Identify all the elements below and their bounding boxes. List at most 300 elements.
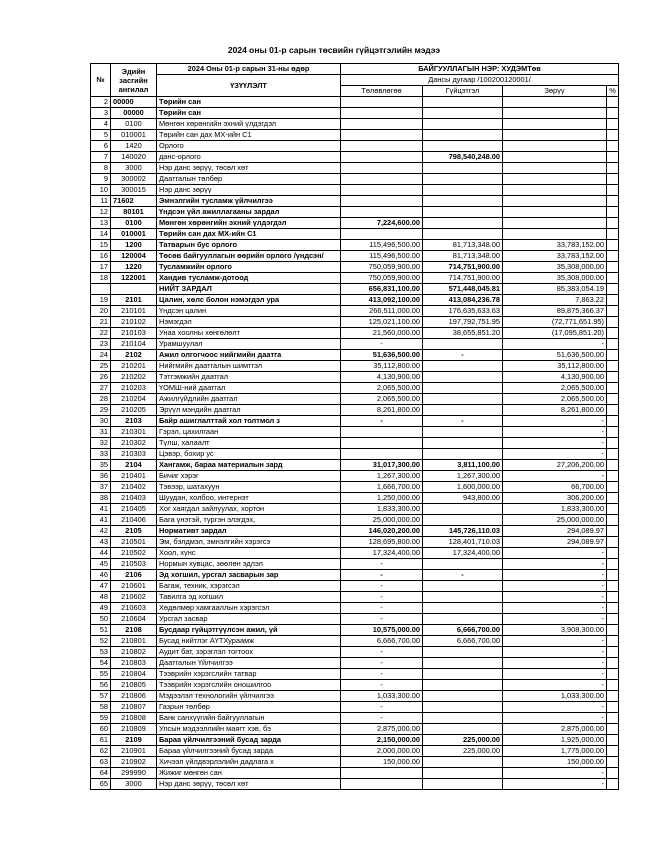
table-body <box>91 97 619 790</box>
row-plan: 1,666,700.00 <box>341 482 423 493</box>
row-actual <box>423 647 503 658</box>
table-row <box>91 196 619 207</box>
row-plan: 51,636,500.00 <box>341 350 423 361</box>
row-number: 23 <box>91 339 111 350</box>
row-pct <box>607 119 619 130</box>
row-pct <box>607 229 619 240</box>
row-actual <box>423 724 503 735</box>
table-row <box>91 449 619 460</box>
table-row <box>91 306 619 317</box>
row-code: 210601 <box>111 581 157 592</box>
row-name: Жижиг мөнгөн сан <box>157 768 341 779</box>
row-code: 210809 <box>111 724 157 735</box>
row-plan: - <box>341 702 423 713</box>
row-diff <box>503 185 607 196</box>
row-code: 2108 <box>111 625 157 636</box>
row-code: 00000 <box>111 97 157 108</box>
row-number: 16 <box>91 251 111 262</box>
row-name: Тээврийн хэрэгслийн татвар <box>157 669 341 680</box>
row-pct <box>607 163 619 174</box>
row-name: Бусдаар гүйцэтгүүлсэн ажил, үй <box>157 625 341 636</box>
row-number: 18 <box>91 273 111 284</box>
row-number: 47 <box>91 581 111 592</box>
table-row <box>91 526 619 537</box>
row-number: 63 <box>91 757 111 768</box>
row-actual: 943,800.00 <box>423 493 503 504</box>
row-actual <box>423 405 503 416</box>
row-code: 2109 <box>111 735 157 746</box>
row-actual <box>423 108 503 119</box>
row-plan: 1,250,000.00 <box>341 493 423 504</box>
row-diff: - <box>503 669 607 680</box>
row-diff <box>503 163 607 174</box>
row-actual: 176,635,633.63 <box>423 306 503 317</box>
row-diff: - <box>503 570 607 581</box>
table-row <box>91 218 619 229</box>
row-number: 44 <box>91 548 111 559</box>
row-actual: 225,000.00 <box>423 746 503 757</box>
row-name: Бага үнэтэй, түргэн элэгдэх, <box>157 515 341 526</box>
row-name: Эмнэлгийн тусламж үйлчилгээ <box>157 196 341 207</box>
row-number: 19 <box>91 295 111 306</box>
table-row <box>91 119 619 130</box>
row-diff: - <box>503 680 607 691</box>
row-plan: 2,065,500.00 <box>341 383 423 394</box>
row-plan <box>341 163 423 174</box>
row-code: 1200 <box>111 240 157 251</box>
row-plan <box>341 196 423 207</box>
table-row <box>91 460 619 471</box>
row-number: 64 <box>91 768 111 779</box>
row-plan: 35,112,800.00 <box>341 361 423 372</box>
row-actual <box>423 174 503 185</box>
row-pct <box>607 284 619 295</box>
row-diff: 51,636,500.00 <box>503 350 607 361</box>
row-name: Төрийн сан дах МХ-ийн С1 <box>157 130 341 141</box>
row-pct <box>607 581 619 592</box>
row-name: Цалин, хөлс болон нэмэгдэл ура <box>157 295 341 306</box>
table-row <box>91 273 619 284</box>
row-number: 10 <box>91 185 111 196</box>
row-actual: 714,751,900.00 <box>423 262 503 273</box>
row-actual <box>423 185 503 196</box>
row-actual <box>423 515 503 526</box>
row-plan: - <box>341 658 423 669</box>
row-name: Тэвээр, шатахуун <box>157 482 341 493</box>
table-row <box>91 625 619 636</box>
row-actual <box>423 394 503 405</box>
row-number: 17 <box>91 262 111 273</box>
row-actual: 128,401,710.03 <box>423 537 503 548</box>
row-pct <box>607 108 619 119</box>
row-actual: 6,666,700.00 <box>423 625 503 636</box>
row-number: 45 <box>91 559 111 570</box>
row-pct <box>607 273 619 284</box>
row-name: Аудит бат, зэрэглэл тогтоох <box>157 647 341 658</box>
table-row <box>91 614 619 625</box>
row-plan <box>341 779 423 790</box>
row-name: Тэтгэмжийн даатгал <box>157 372 341 383</box>
row-diff: 66,700.00 <box>503 482 607 493</box>
row-plan: 125,021,100.00 <box>341 317 423 328</box>
row-name: Тээврийн хэрэгслийн оношилгоо <box>157 680 341 691</box>
row-plan <box>341 174 423 185</box>
row-code: 210604 <box>111 614 157 625</box>
table-row <box>91 328 619 339</box>
row-code: 2106 <box>111 570 157 581</box>
row-name: Нэмэгдэл <box>157 317 341 328</box>
row-name: Үндсэн цалин <box>157 306 341 317</box>
row-actual <box>423 97 503 108</box>
table-row <box>91 548 619 559</box>
row-actual <box>423 680 503 691</box>
row-name: Бусад нийтлэг АҮТХураамж <box>157 636 341 647</box>
row-actual: 225,000.00 <box>423 735 503 746</box>
row-pct <box>607 317 619 328</box>
row-name: Багаж, техник, хэрэгсэл <box>157 581 341 592</box>
row-pct <box>607 592 619 603</box>
row-name: Бараа үйлчилгээний бусад зарда <box>157 746 341 757</box>
row-code: 210402 <box>111 482 157 493</box>
row-diff: 7,863.22 <box>503 295 607 306</box>
table-row <box>91 735 619 746</box>
row-pct <box>607 537 619 548</box>
row-pct <box>607 449 619 460</box>
table-row <box>91 493 619 504</box>
table-row <box>91 471 619 482</box>
row-code: 210501 <box>111 537 157 548</box>
row-number: 42 <box>91 526 111 537</box>
row-pct <box>607 724 619 735</box>
header-code: Эдийн засгийн ангилал <box>111 64 157 97</box>
row-pct <box>607 680 619 691</box>
row-number: 41 <box>91 515 111 526</box>
row-actual: 1,600,000.00 <box>423 482 503 493</box>
table-row <box>91 163 619 174</box>
row-pct <box>607 306 619 317</box>
row-pct <box>607 636 619 647</box>
row-code: 210203 <box>111 383 157 394</box>
row-name: Байр ашиглалттай хол толтмол з <box>157 416 341 427</box>
table-row <box>91 647 619 658</box>
row-plan: 150,000.00 <box>341 757 423 768</box>
row-pct <box>607 262 619 273</box>
row-plan <box>341 185 423 196</box>
row-plan: 31,017,300.00 <box>341 460 423 471</box>
row-pct <box>607 196 619 207</box>
row-actual <box>423 658 503 669</box>
row-number: 51 <box>91 625 111 636</box>
row-diff: 35,308,000.00 <box>503 262 607 273</box>
row-diff: - <box>503 559 607 570</box>
row-name: Тусламжийн орлого <box>157 262 341 273</box>
header-diff: Зөрүү <box>503 86 607 97</box>
row-diff: - <box>503 647 607 658</box>
row-plan: - <box>341 581 423 592</box>
row-number: 14 <box>91 229 111 240</box>
row-plan <box>341 108 423 119</box>
row-actual: 38,655,851.20 <box>423 328 503 339</box>
row-diff: 33,783,152.00 <box>503 251 607 262</box>
row-diff: (17,095,851.20) <box>503 328 607 339</box>
row-code: 210602 <box>111 592 157 603</box>
table-row <box>91 691 619 702</box>
row-name: Даатгалын Үйлчилгээ <box>157 658 341 669</box>
row-plan: 4,130,900.00 <box>341 372 423 383</box>
row-code: 210401 <box>111 471 157 482</box>
row-code: 0100 <box>111 218 157 229</box>
row-code: 80101 <box>111 207 157 218</box>
table-row <box>91 559 619 570</box>
row-pct <box>607 207 619 218</box>
row-actual <box>423 669 503 680</box>
row-plan: - <box>341 416 423 427</box>
row-diff: 2,065,500.00 <box>503 383 607 394</box>
row-pct <box>607 768 619 779</box>
row-pct <box>607 218 619 229</box>
row-name: Улсын мэдээллийн маягт хэв, бэ <box>157 724 341 735</box>
row-diff <box>503 229 607 240</box>
table-row <box>91 702 619 713</box>
row-actual: 81,713,348.00 <box>423 240 503 251</box>
row-pct <box>607 493 619 504</box>
row-actual <box>423 196 503 207</box>
row-plan: - <box>341 603 423 614</box>
row-diff: 1,833,300.00 <box>503 504 607 515</box>
row-plan: 7,224,600.00 <box>341 218 423 229</box>
row-number: 9 <box>91 174 111 185</box>
row-number: 32 <box>91 438 111 449</box>
row-number: 21 <box>91 317 111 328</box>
table-row <box>91 251 619 262</box>
row-number: 11 <box>91 196 111 207</box>
row-plan: 1,033,300.00 <box>341 691 423 702</box>
row-number: 65 <box>91 779 111 790</box>
row-number: 6 <box>91 141 111 152</box>
table-row <box>91 416 619 427</box>
row-code: 2102 <box>111 350 157 361</box>
row-plan: 266,511,000.00 <box>341 306 423 317</box>
table-row <box>91 240 619 251</box>
row-number: 62 <box>91 746 111 757</box>
row-number: 48 <box>91 592 111 603</box>
row-plan: 750,059,900.00 <box>341 273 423 284</box>
row-number: 49 <box>91 603 111 614</box>
row-name: Нэр данс зөрүү, төсөл хөт <box>157 163 341 174</box>
row-diff: - <box>503 614 607 625</box>
row-code: 210802 <box>111 647 157 658</box>
row-diff: 150,000.00 <box>503 757 607 768</box>
row-pct <box>607 394 619 405</box>
row-number: 53 <box>91 647 111 658</box>
row-name: Нормативт зардал <box>157 526 341 537</box>
row-number: 54 <box>91 658 111 669</box>
row-name: Хог хаягдал зайлуулах, хортон <box>157 504 341 515</box>
row-diff: 2,065,500.00 <box>503 394 607 405</box>
row-diff: - <box>503 427 607 438</box>
row-number: 8 <box>91 163 111 174</box>
row-code: 210901 <box>111 746 157 757</box>
row-pct <box>607 658 619 669</box>
row-code: 210801 <box>111 636 157 647</box>
row-number: 4 <box>91 119 111 130</box>
row-actual: 145,726,110.03 <box>423 526 503 537</box>
row-number: 59 <box>91 713 111 724</box>
row-code: 2101 <box>111 295 157 306</box>
table-row <box>91 592 619 603</box>
header-row-2 <box>91 75 619 86</box>
row-code: 122001 <box>111 273 157 284</box>
row-actual: 197,792,751.95 <box>423 317 503 328</box>
row-number: 37 <box>91 482 111 493</box>
row-diff <box>503 141 607 152</box>
row-number: 24 <box>91 350 111 361</box>
row-name: Бараа үйлчилгээний бусад зарда <box>157 735 341 746</box>
row-name: Төрийн сан <box>157 97 341 108</box>
row-code: 2105 <box>111 526 157 537</box>
table-row <box>91 658 619 669</box>
table-row <box>91 537 619 548</box>
row-code: 71602 <box>111 196 157 207</box>
row-actual <box>423 163 503 174</box>
row-actual <box>423 361 503 372</box>
row-pct <box>607 97 619 108</box>
row-number: 20 <box>91 306 111 317</box>
row-number: 61 <box>91 735 111 746</box>
row-pct <box>607 735 619 746</box>
row-pct <box>607 185 619 196</box>
row-pct <box>607 548 619 559</box>
header-row-1 <box>91 64 619 75</box>
row-number: 25 <box>91 361 111 372</box>
row-plan: - <box>341 647 423 658</box>
row-pct <box>607 691 619 702</box>
row-number: 41 <box>91 504 111 515</box>
row-pct <box>607 361 619 372</box>
row-actual: 17,324,400.00 <box>423 548 503 559</box>
table-row <box>91 768 619 779</box>
row-number: 3 <box>91 108 111 119</box>
table-row <box>91 339 619 350</box>
row-plan <box>341 207 423 218</box>
row-pct <box>607 438 619 449</box>
row-diff: - <box>503 449 607 460</box>
row-plan: 1,833,300.00 <box>341 504 423 515</box>
row-number: 15 <box>91 240 111 251</box>
row-plan: 8,261,800.00 <box>341 405 423 416</box>
row-code: 210806 <box>111 691 157 702</box>
row-actual <box>423 119 503 130</box>
row-plan: 115,496,500.00 <box>341 251 423 262</box>
row-pct <box>607 746 619 757</box>
row-name: Эд хогшил, урсгал засварын зар <box>157 570 341 581</box>
row-code: 2103 <box>111 416 157 427</box>
table-row <box>91 570 619 581</box>
row-code: 210301 <box>111 427 157 438</box>
row-diff: 294,089.97 <box>503 526 607 537</box>
row-pct <box>607 416 619 427</box>
row-number: 31 <box>91 427 111 438</box>
row-diff: - <box>503 702 607 713</box>
row-actual <box>423 130 503 141</box>
table-row <box>91 515 619 526</box>
row-diff: - <box>503 416 607 427</box>
row-pct <box>607 482 619 493</box>
row-name: Ажилгүйдлийн даатгал <box>157 394 341 405</box>
row-plan: 2,065,500.00 <box>341 394 423 405</box>
row-number: 43 <box>91 537 111 548</box>
row-plan: 10,575,000.00 <box>341 625 423 636</box>
table-row <box>91 438 619 449</box>
row-name: Нормын хувцас, зөөлөн эдлэл <box>157 559 341 570</box>
row-diff <box>503 108 607 119</box>
row-actual: 81,713,348.00 <box>423 251 503 262</box>
row-code: 010001 <box>111 229 157 240</box>
row-actual <box>423 768 503 779</box>
row-name: Газрын төлбөр <box>157 702 341 713</box>
header-org: БАЙГУУЛЛАГЫН НЭР: ХУДЭМТөв <box>341 64 619 75</box>
row-actual <box>423 581 503 592</box>
report-title: 2024 оны 01-р сарын төсвийн гүйцэтгэлийн мэдээ <box>227 45 441 55</box>
row-pct <box>607 460 619 471</box>
row-name: Мөнгөн хөрөнгийн эхний үлдэгдэл <box>157 218 341 229</box>
header-account: Дансы дугаар /100200120001/ <box>341 75 619 86</box>
row-plan: 2,875,000.00 <box>341 724 423 735</box>
row-code: 210201 <box>111 361 157 372</box>
row-actual: - <box>423 570 503 581</box>
table-row <box>91 372 619 383</box>
row-code: 140020 <box>111 152 157 163</box>
header-plan: Төлөвлөгөө <box>341 86 423 97</box>
row-actual: 3,811,100.00 <box>423 460 503 471</box>
row-code: 210102 <box>111 317 157 328</box>
row-diff <box>503 207 607 218</box>
row-pct <box>607 383 619 394</box>
row-diff: - <box>503 581 607 592</box>
row-diff <box>503 196 607 207</box>
row-code <box>111 284 157 295</box>
row-name: Төсөв байгууллагын өөрийн орлого /үндсэн/ <box>157 251 341 262</box>
row-pct <box>607 405 619 416</box>
table-row <box>91 779 619 790</box>
row-actual <box>423 603 503 614</box>
row-number <box>91 284 111 295</box>
row-name: Гэрэл, цахилгаан <box>157 427 341 438</box>
table-row <box>91 636 619 647</box>
row-diff: 27,206,200.00 <box>503 460 607 471</box>
row-pct <box>607 240 619 251</box>
table-row <box>91 361 619 372</box>
table-row <box>91 383 619 394</box>
row-plan: 21,560,000.00 <box>341 328 423 339</box>
header-period: 2024 Оны 01-р сарын 31-ны өдөр <box>157 64 341 75</box>
row-number: 33 <box>91 449 111 460</box>
row-diff <box>503 174 607 185</box>
row-pct <box>607 625 619 636</box>
table-row <box>91 724 619 735</box>
row-actual: 1,267,300.00 <box>423 471 503 482</box>
row-actual <box>423 713 503 724</box>
row-diff: - <box>503 339 607 350</box>
row-diff: - <box>503 658 607 669</box>
row-plan <box>341 97 423 108</box>
row-actual <box>423 614 503 625</box>
table-row <box>91 746 619 757</box>
row-plan: 750,059,900.00 <box>341 262 423 273</box>
row-name: Урамшуулал <box>157 339 341 350</box>
row-pct <box>607 328 619 339</box>
row-diff: 306,200.00 <box>503 493 607 504</box>
